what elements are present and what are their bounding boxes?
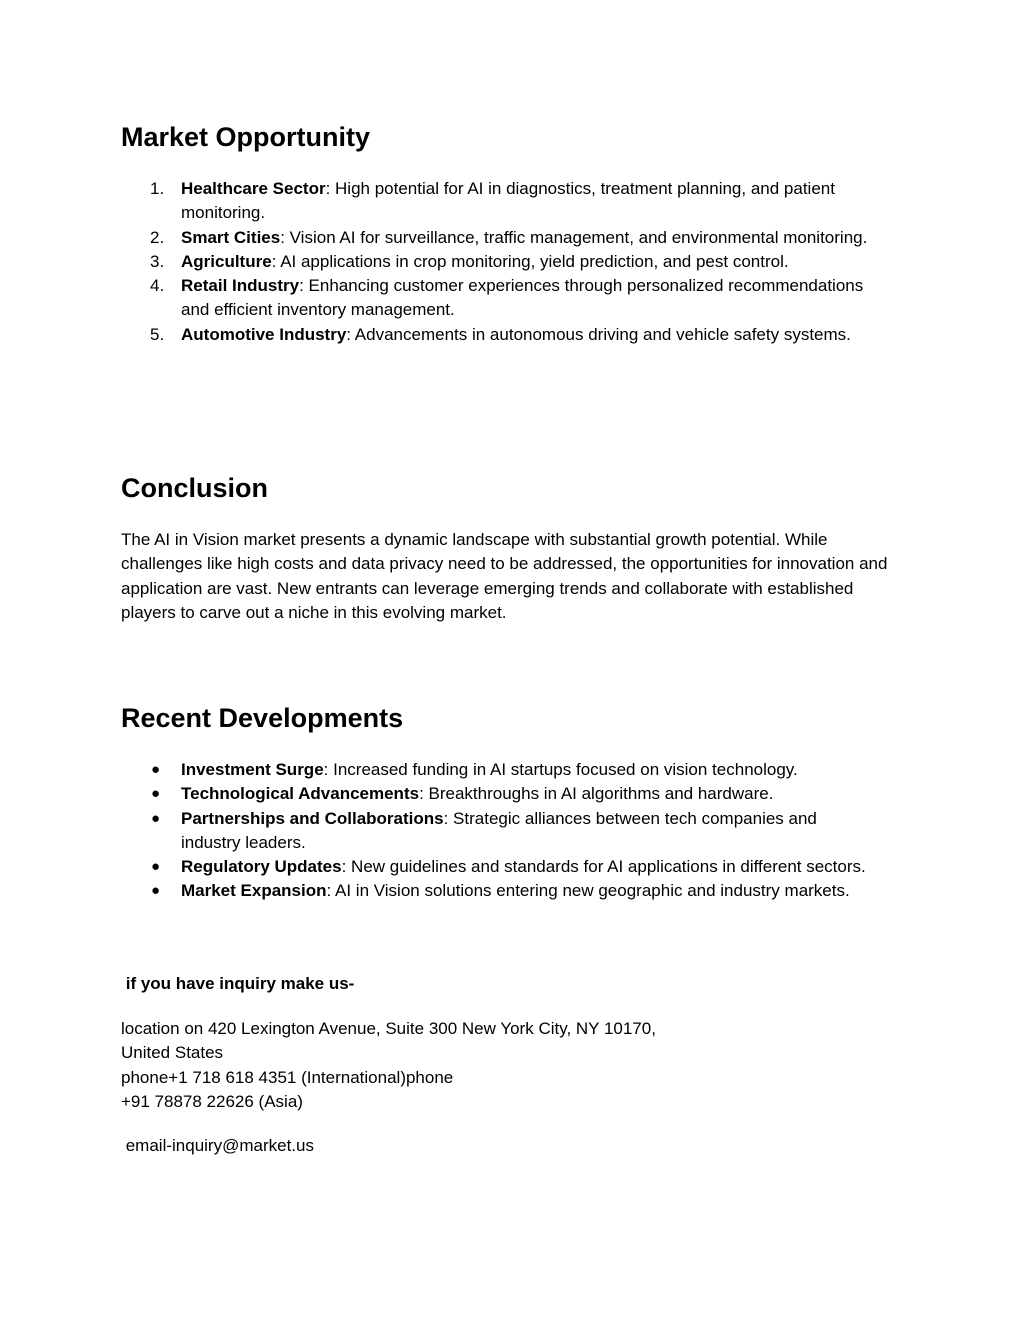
list-item-term: Technological Advancements [181, 784, 420, 804]
list-item-text: : Advancements in autonomous driving and vehicle safety systems. [346, 324, 851, 344]
list-item [121, 855, 881, 879]
phone-international: phone+1 718 618 4351 (International)phone [121, 1067, 454, 1087]
list-item [121, 879, 881, 903]
market-opportunity-list [121, 177, 881, 347]
list-marker: 4. [150, 276, 165, 296]
list-item [121, 323, 881, 347]
market-opportunity-heading: Market Opportunity [121, 122, 371, 152]
list-item-term: Agriculture [181, 251, 272, 271]
bullet-icon: ● [151, 761, 161, 778]
list-item-text: : Enhancing customer experiences through personalized recommendations and efficient inventory management. [181, 276, 864, 320]
list-item [121, 807, 881, 856]
list-item-term: Market Expansion [181, 881, 327, 901]
list-item-text: : Strategic alliances between tech companies and industry leaders. [181, 808, 817, 852]
bullet-icon: ● [151, 882, 161, 900]
list-item-term: Healthcare Sector [181, 179, 326, 198]
list-item-text: : AI applications in crop monitoring, yield prediction, and pest control. [271, 251, 789, 271]
list-item-text: : New guidelines and standards for AI applications in different sectors. [341, 857, 866, 877]
recent-developments-list [121, 758, 881, 904]
list-item-text: : Vision AI for surveillance, traffic management, and environmental monitoring. [280, 227, 868, 247]
bullet-icon: ● [151, 809, 161, 827]
inquiry-label: if you have inquiry make us- [121, 974, 355, 993]
list-marker: 5. [150, 324, 165, 344]
bullet-icon: ● [151, 785, 161, 803]
list-item-term: Investment Surge [181, 760, 324, 779]
list-item-term: Partnerships and Collaborations [181, 808, 444, 828]
conclusion-paragraph: The AI in Vision market presents a dynamic landscape with substantial growth potential. While challenges like high costs and data privacy need to be addressed, the opportunities for innovation and application are vast. New entrants can leverage emerging trends and collaborate with established players to carve out a niche in this evolving market. [121, 530, 888, 622]
list-item-term: Automotive Industry [181, 324, 347, 344]
list-item-text: : Increased funding in AI startups focused on vision technology. [323, 760, 798, 779]
recent-developments-heading: Recent Developments [121, 703, 404, 733]
list-marker: 1. [150, 179, 165, 198]
list-item [121, 226, 881, 250]
bullet-icon: ● [151, 858, 161, 876]
list-item [121, 758, 881, 782]
list-item-term: Retail Industry [181, 276, 300, 296]
list-item-text: : High potential for AI in diagnostics, treatment planning, and patient monitoring. [181, 179, 835, 223]
list-item [121, 274, 881, 323]
contact-block [121, 1017, 656, 1114]
list-item-text: : AI in Vision solutions entering new geographic and industry markets. [326, 881, 850, 901]
list-item [121, 782, 881, 806]
list-marker: 2. [150, 227, 165, 247]
list-item [121, 250, 881, 274]
list-item [121, 177, 881, 226]
phone-asia: +91 78878 22626 (Asia) [121, 1091, 303, 1111]
address-country: United States [121, 1043, 224, 1063]
list-item-term: Regulatory Updates [181, 857, 342, 877]
list-marker: 3. [150, 251, 165, 271]
list-item-term: Smart Cities [181, 227, 281, 247]
conclusion-heading: Conclusion [121, 473, 268, 503]
address-line: location on 420 Lexington Avenue, Suite 300 New York City, NY 10170, [121, 1019, 656, 1038]
email-text: email-inquiry@market.us [121, 1136, 314, 1155]
list-item-text: : Breakthroughs in AI algorithms and hardware. [419, 784, 774, 804]
